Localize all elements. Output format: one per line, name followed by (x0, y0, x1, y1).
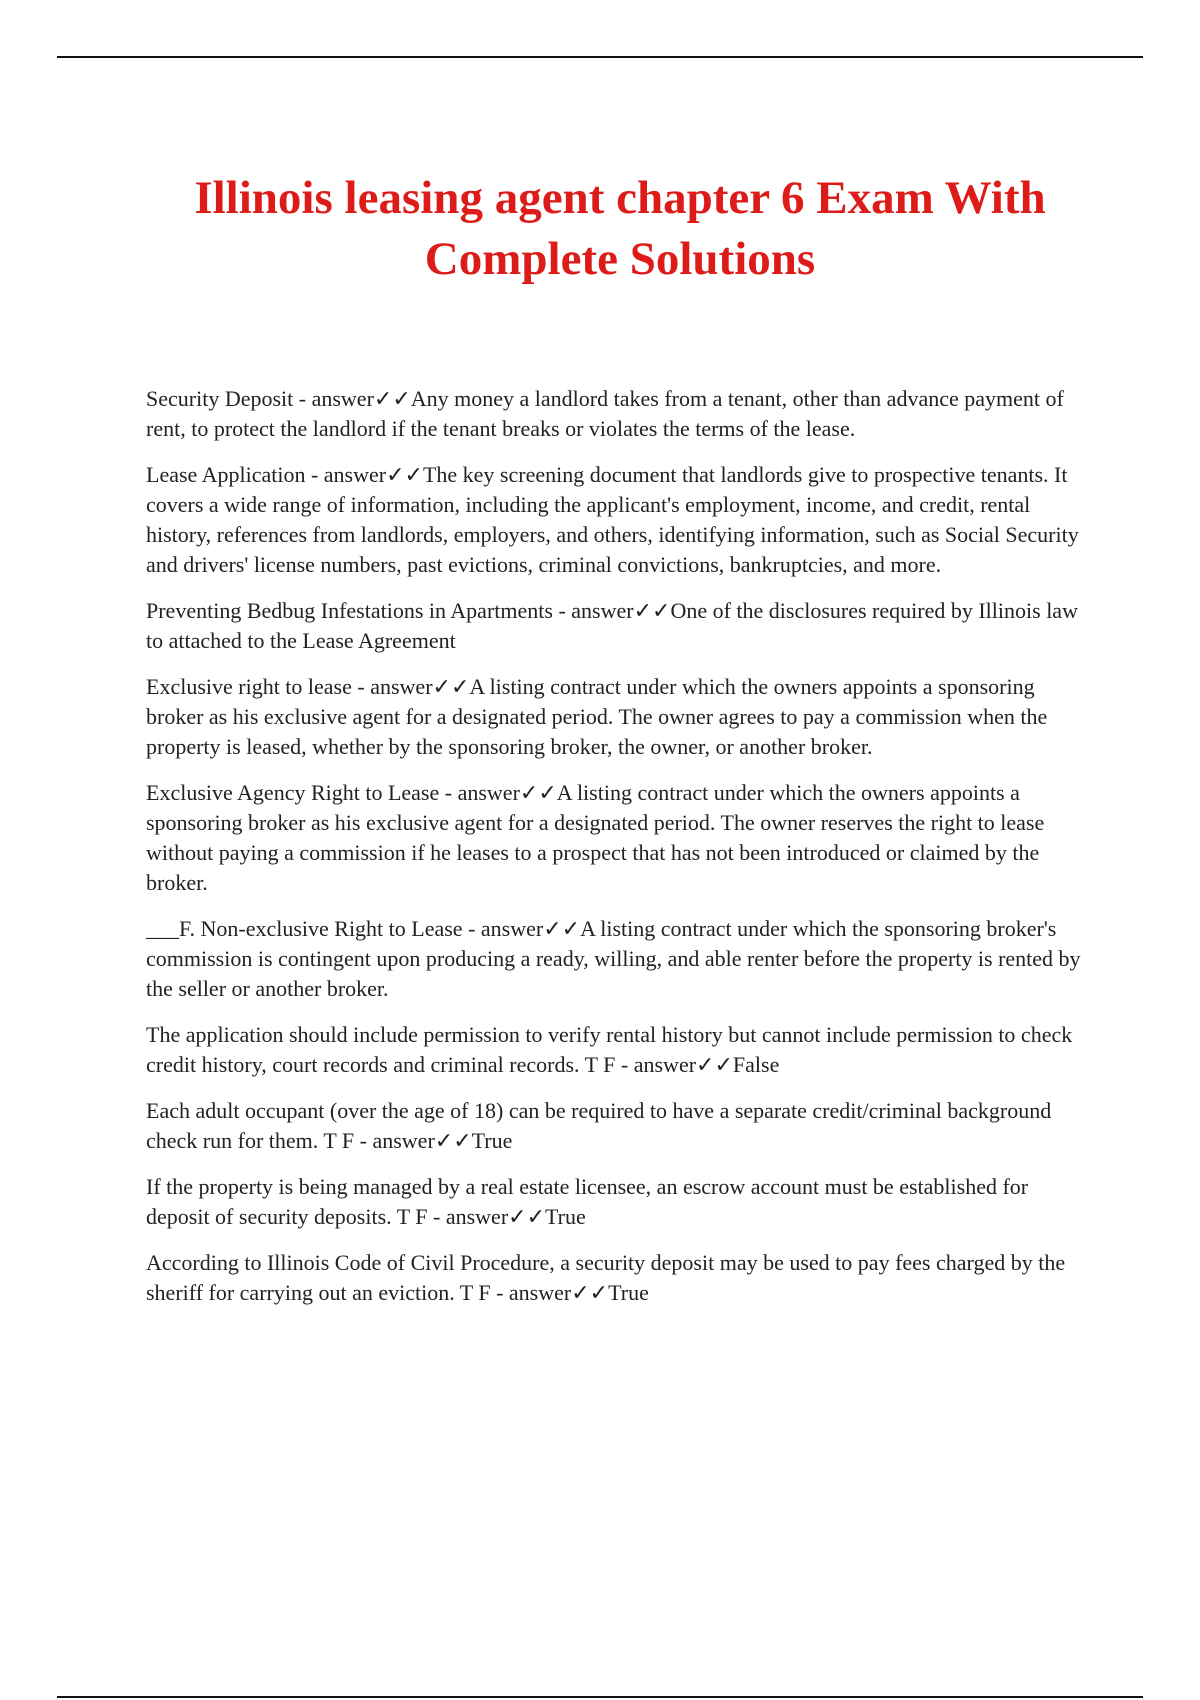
entry-term: Security Deposit (146, 386, 294, 411)
qa-list (146, 384, 1086, 1324)
entry-answer: A listing contract under which the owners appoints a sponsoring broker as his exclusive agent for a designated period. The owner agrees to pay a commission when the property is leased, whether by the sponsoring broker, the owner, or another broker. (146, 674, 1048, 759)
qa-entry-lease-application (146, 460, 1086, 580)
answer-marker: - answer✓✓ (427, 1204, 546, 1229)
answer-marker: - answer✓✓ (490, 1280, 609, 1305)
qa-entry-non-exclusive (146, 914, 1086, 1004)
entry-term: If the property is being managed by a real estate licensee, an escrow account must be established for deposit of security deposits. T F (146, 1174, 1029, 1229)
qa-entry-escrow-account (146, 1172, 1086, 1232)
entry-term: Lease Application (146, 462, 306, 487)
answer-marker: - answer✓✓ (552, 598, 671, 623)
entry-answer: A listing contract under which the sponsoring broker's commission is contingent upon producing a ready, willing, and able renter before the property is rented by the seller or another broker. (146, 916, 1081, 1001)
entry-term: ___F. Non-exclusive Right to Lease (146, 916, 463, 941)
answer-marker: - answer✓✓ (293, 386, 411, 411)
top-rule (57, 56, 1143, 58)
qa-entry-security-deposit (146, 384, 1086, 444)
entry-answer: True (608, 1280, 649, 1305)
answer-marker: - answer✓✓ (305, 462, 423, 487)
entry-answer: The key screening document that landlords give to prospective tenants. It covers a wide range of information, including the applicant's employment, income, and credit, rental history, references from landlords, employers, and others, identifying information, such as Social Security and drivers' license numbers, past evictions, criminal convictions, bankruptcies, and more. (146, 462, 1079, 577)
entry-answer: A listing contract under which the owners appoints a sponsoring broker as his exclusive agent for a designated period. The owner reserves the right to lease without paying a commission if he leases to a prospect that has not been introduced or claimed by the broker. (146, 780, 1045, 895)
entry-answer: True (545, 1204, 586, 1229)
qa-entry-adult-background-check (146, 1096, 1086, 1156)
answer-marker: - answer✓✓ (354, 1128, 472, 1153)
entry-term: According to Illinois Code of Civil Procedure, a security deposit may be used to pay fees charged by the sheriff for carrying out an eviction. T F (146, 1250, 1066, 1305)
entry-answer: Any money a landlord takes from a tenant, other than advance payment of rent, to protect the landlord if the tenant breaks or violates the terms of the lease. (146, 386, 1064, 441)
qa-entry-application-permission (146, 1020, 1086, 1080)
qa-entry-exclusive-agency (146, 778, 1086, 898)
qa-entry-sheriff-fees (146, 1248, 1086, 1308)
bottom-rule (57, 1696, 1143, 1698)
answer-marker: - answer✓✓ (351, 674, 470, 699)
entry-term: Exclusive right to lease (146, 674, 352, 699)
entry-term: The application should include permission to verify rental history but cannot include permission to check credit history, court records and criminal records. T F (146, 1022, 1073, 1077)
entry-answer: False (732, 1052, 780, 1077)
document-title: Illinois leasing agent chapter 6 Exam With Complete Solutions (194, 172, 1046, 285)
qa-entry-exclusive-right-to-lease (146, 672, 1086, 762)
answer-marker: - answer✓✓ (439, 780, 557, 805)
answer-marker: - answer✓✓ (615, 1052, 733, 1077)
qa-entry-bedbug-disclosure (146, 596, 1086, 656)
entry-term: Exclusive Agency Right to Lease (146, 780, 440, 805)
entry-term: Each adult occupant (over the age of 18) can be required to have a separate credit/criminal background check run for them. T F (146, 1098, 1052, 1153)
answer-marker: - answer✓✓ (462, 916, 581, 941)
entry-answer: True (471, 1128, 513, 1153)
entry-answer: One of the disclosures required by Illinois law to attached to the Lease Agreement (146, 598, 1078, 653)
entry-term: Preventing Bedbug Infestations in Apartments (146, 598, 553, 623)
